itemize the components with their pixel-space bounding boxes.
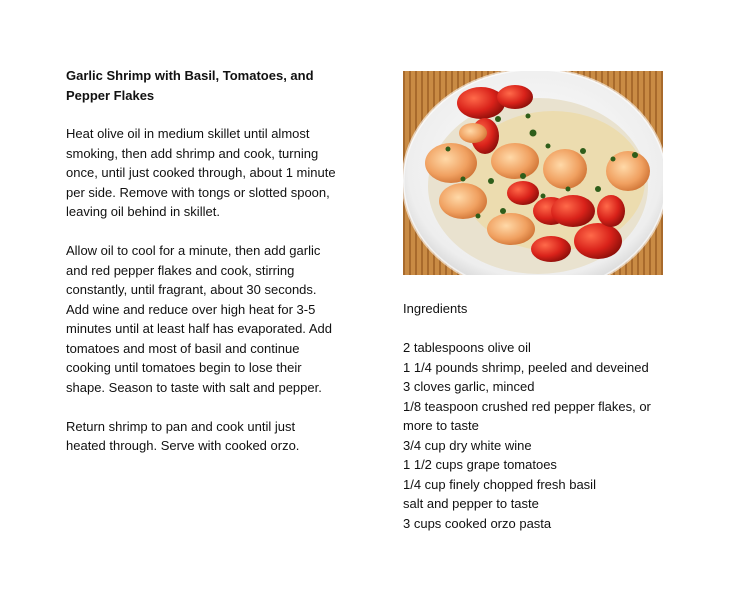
ingredient-item: 1 1/2 cups grape tomatoes — [403, 457, 557, 472]
ingredient-item: 3 cups cooked orzo pasta — [403, 515, 552, 531]
ingredient-item: 2 tablespoons olive oil — [403, 340, 531, 355]
direction-step-3: Return shrimp to pan and cook until just heated through. Serve with cooked orzo. — [66, 418, 300, 453]
ingredient-item: 3/4 cup dry white wine — [403, 437, 532, 453]
ingredients-list — [403, 338, 703, 533]
ingredient-item: 1/8 teaspoon crushed red pepper flakes, or more to taste — [403, 398, 651, 433]
ingredient-item: salt and pepper to taste — [403, 496, 539, 511]
ingredients-heading: Ingredients — [403, 301, 468, 316]
direction-step-1: Heat olive oil in medium skillet until almost smoking, then add shrimp and cook, turning once, until just cooked through, about 1 minute per side. Remove with tongs or slotted spoon, leaving oil behind in skillet. — [66, 126, 336, 219]
directions-column — [66, 66, 336, 475]
ingredients-column — [403, 71, 703, 533]
dish-photo — [403, 71, 663, 275]
ingredient-item: 3 cloves garlic, minced — [403, 379, 535, 394]
recipe-title: Garlic Shrimp with Basil, Tomatoes, and Pepper Flakes — [66, 68, 314, 103]
direction-step-2: Allow oil to cool for a minute, then add garlic and red pepper flakes and cook, stirring constantly, until fragrant, about 30 seconds. Add wine and reduce over high heat for 3-5 minutes until at least half has evaporated. Add tomatoes and most of basil and continue cooking until tomatoes begin to lose their shape. Season to taste with salt and pepper. — [66, 243, 332, 395]
ingredient-item: 1 1/4 pounds shrimp, peeled and deveined — [403, 359, 649, 375]
ingredient-item: 1/4 cup finely chopped fresh basil — [403, 476, 596, 492]
